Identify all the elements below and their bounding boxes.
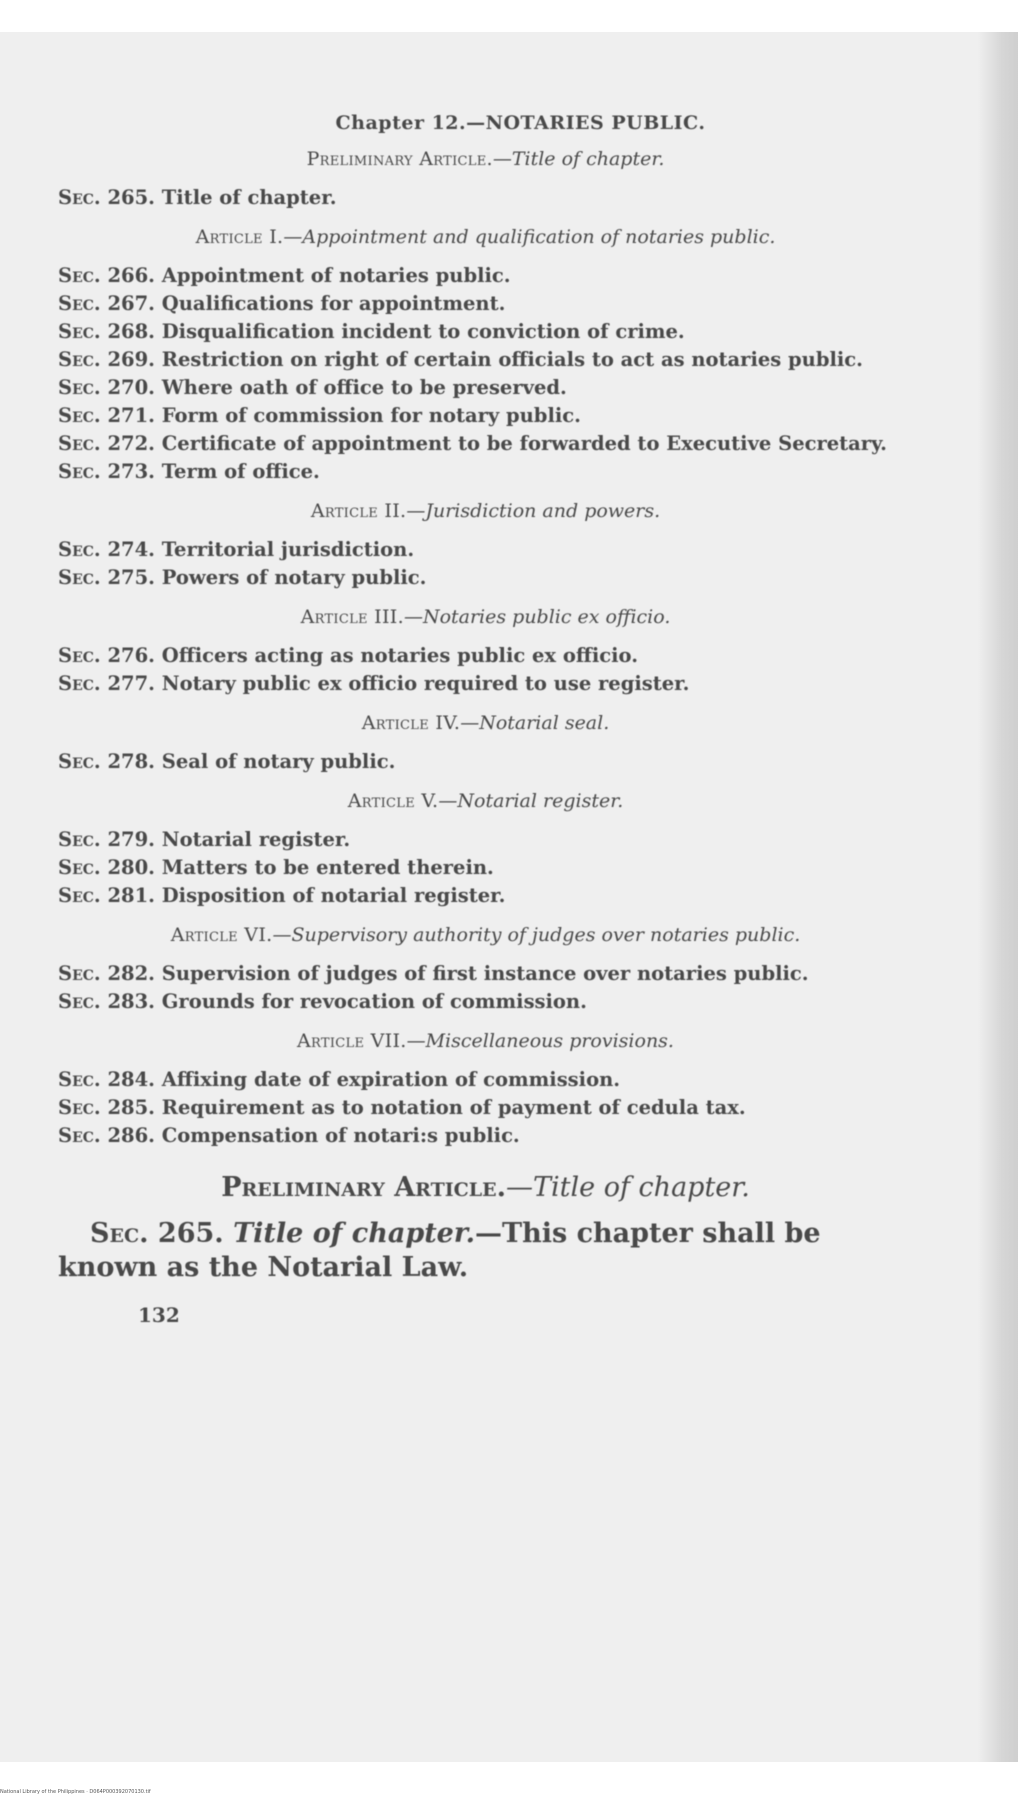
section-title: Supervision of judges of first instance over notaries public.: [161, 962, 809, 985]
article-6-heading: [58, 924, 913, 946]
section-title: Where oath of office to be preserved.: [161, 376, 567, 399]
article-4-heading: [58, 712, 913, 734]
body-heading-label: Preliminary Article.: [221, 1172, 507, 1203]
section-number: Sec. 272.: [58, 432, 155, 455]
section-title: Grounds for revocation of commission.: [161, 990, 587, 1013]
article-label: Article IV.: [361, 712, 461, 734]
body-text: —This chapter shall be known as the Notarial Law.: [58, 1218, 821, 1283]
article-2-toc: [58, 536, 913, 592]
section-number: Sec. 280.: [58, 856, 155, 879]
section-number: Sec. 277.: [58, 672, 155, 695]
article-title: —Appointment and qualification of notaries public.: [283, 226, 776, 248]
article-1-toc: [58, 262, 913, 486]
article-3-toc: [58, 642, 913, 698]
section-title: Title of chapter.: [161, 186, 337, 209]
article-4-toc: [58, 748, 913, 776]
section-number: Sec. 267.: [58, 292, 155, 315]
toc-entry: [58, 402, 913, 430]
section-number: Sec. 285.: [58, 1096, 155, 1119]
toc-entry: [58, 536, 913, 564]
toc-entry: [58, 826, 913, 854]
page-number: 132: [138, 1303, 180, 1327]
page-spine-shadow: [978, 32, 1018, 1762]
section-number: Sec. 284.: [58, 1068, 155, 1091]
section-number: Sec. 270.: [58, 376, 155, 399]
section-number: Sec. 279.: [58, 828, 155, 851]
section-title: Restriction on right of certain officials to act as notaries public.: [161, 348, 863, 371]
toc-entry: [58, 564, 913, 592]
section-title: Form of commission for notary public.: [161, 404, 581, 427]
section-title: Qualifications for appointment.: [161, 292, 506, 315]
article-7-heading: [58, 1030, 913, 1052]
section-number: Sec. 265.: [58, 186, 155, 209]
article-title: —Notaries public ex officio.: [403, 606, 671, 628]
article-5-heading: [58, 790, 913, 812]
section-number: Sec. 271.: [58, 404, 155, 427]
section-title: Appointment of notaries public.: [161, 264, 511, 287]
body-heading: [58, 1172, 913, 1203]
section-number: Sec. 275.: [58, 566, 155, 589]
toc-entry: [58, 670, 913, 698]
body-heading-title: —Title of chapter.: [506, 1172, 750, 1203]
toc-entry: [58, 346, 913, 374]
article-3-heading: [58, 606, 913, 628]
chapter-title: Chapter 12.—NOTARIES PUBLIC.: [335, 112, 706, 134]
toc-entry: [58, 1094, 913, 1122]
article-6-toc: [58, 960, 913, 1016]
preliminary-article-title: —Title of chapter.: [492, 148, 665, 170]
section-title: Officers acting as notaries public ex officio.: [161, 644, 638, 667]
section-number: Sec. 281.: [58, 884, 155, 907]
toc-entry: [58, 374, 913, 402]
article-title: —Notarial seal.: [460, 712, 610, 734]
toc-entry: [58, 430, 913, 458]
article-2-heading: [58, 500, 913, 522]
preliminary-article-label: Preliminary Article.: [306, 148, 493, 170]
article-title: —Miscellaneous provisions.: [406, 1030, 674, 1052]
article-label: Article III.: [300, 606, 404, 628]
section-number: Sec. 278.: [58, 750, 155, 773]
article-title: —Jurisdiction and powers.: [406, 500, 661, 522]
section-title: Notary public ex officio required to use register.: [161, 672, 690, 695]
section-number: Sec. 266.: [58, 264, 155, 287]
preliminary-article-heading: [58, 148, 913, 170]
toc-entry: [58, 184, 913, 212]
toc-entry: [58, 642, 913, 670]
toc-entry: [58, 882, 913, 910]
preliminary-toc: [58, 184, 913, 212]
section-title: Disqualification incident to conviction of crime.: [161, 320, 685, 343]
article-1-heading: [58, 226, 913, 248]
section-title: Notarial register.: [161, 828, 351, 851]
section-title: Seal of notary public.: [161, 750, 396, 773]
section-title: Requirement as to notation of payment of cedula tax.: [161, 1096, 746, 1119]
toc-entry: [58, 458, 913, 486]
document-page: [58, 112, 913, 1327]
article-5-toc: [58, 826, 913, 910]
article-label: Article VI.: [170, 924, 273, 946]
article-label: Article V.: [347, 790, 439, 812]
section-title: Affixing date of expiration of commission.: [161, 1068, 621, 1091]
article-label: Article VII.: [297, 1030, 407, 1052]
body-section-number: Sec. 265.: [90, 1218, 224, 1249]
section-number: Sec. 268.: [58, 320, 155, 343]
article-title: —Notarial register.: [438, 790, 624, 812]
section-number: Sec. 286.: [58, 1124, 155, 1147]
toc-entry: [58, 748, 913, 776]
toc-entry: [58, 290, 913, 318]
section-number: Sec. 273.: [58, 460, 155, 483]
scan-footer: National Library of the Philippines · D064P000392070130.tif: [0, 1789, 151, 1795]
section-number: Sec. 274.: [58, 538, 155, 561]
toc-entry: [58, 262, 913, 290]
body-paragraph: [58, 1217, 908, 1285]
section-number: Sec. 269.: [58, 348, 155, 371]
toc-entry: [58, 854, 913, 882]
section-title: Disposition of notarial register.: [161, 884, 506, 907]
section-title: Certificate of appointment to be forwarded to Executive Secretary.: [161, 432, 887, 455]
toc-entry: [58, 988, 913, 1016]
toc-entry: [58, 318, 913, 346]
toc-entry: [58, 1122, 913, 1150]
toc-entry: [58, 960, 913, 988]
section-number: Sec. 282.: [58, 962, 155, 985]
article-label: Article II.: [310, 500, 407, 522]
section-number: Sec. 276.: [58, 644, 155, 667]
section-title: Powers of notary public.: [161, 566, 427, 589]
section-title: Matters to be entered therein.: [161, 856, 494, 879]
section-title: Term of office.: [161, 460, 320, 483]
article-7-toc: [58, 1066, 913, 1150]
article-title: —Supervisory authority of judges over notaries public.: [272, 924, 801, 946]
section-number: Sec. 283.: [58, 990, 155, 1013]
toc-entry: [58, 1066, 913, 1094]
section-title: Compensation of notari:s public.: [161, 1124, 520, 1147]
body-section-title: Title of chapter.: [233, 1218, 475, 1249]
article-label: Article I.: [195, 226, 284, 248]
section-title: Territorial jurisdiction.: [161, 538, 415, 561]
